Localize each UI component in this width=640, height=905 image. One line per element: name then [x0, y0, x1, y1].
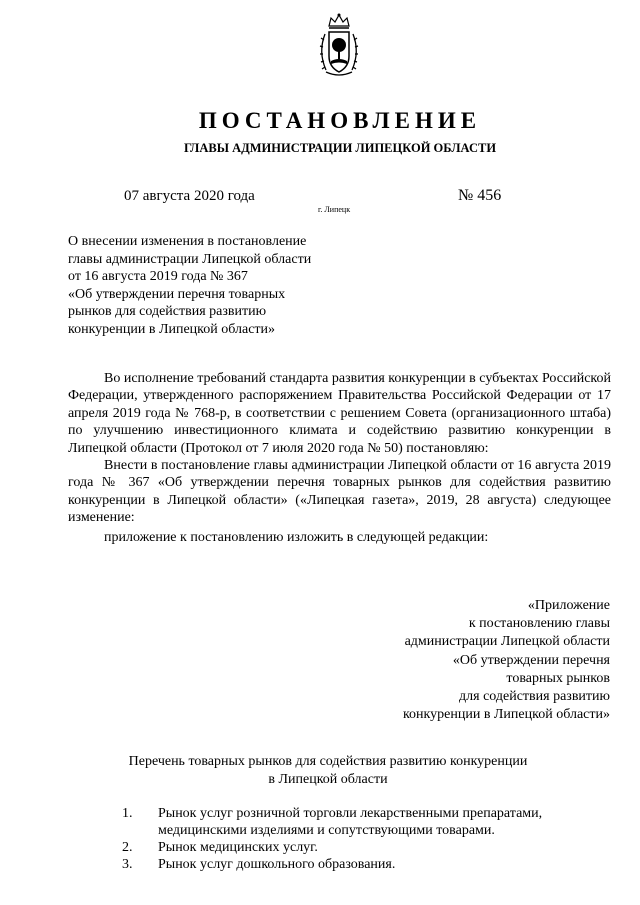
subject-line: О внесении изменения в постановление — [68, 234, 307, 249]
list-title-line: Перечень товарных рынков для содействия развитию конкуренции — [128, 754, 528, 769]
appendix-line: «Приложение — [527, 598, 610, 613]
list-item — [122, 805, 602, 839]
list-item-number: 3. — [122, 857, 133, 872]
document-date: 07 августа 2020 года — [124, 188, 255, 204]
list-item — [122, 839, 602, 856]
body-paragraph: приложение к постановлению изложить в следующей редакции: — [104, 529, 489, 545]
list-item-number: 2. — [122, 840, 133, 855]
subject-line: «Об утверждении перечня товарных — [68, 286, 286, 302]
list-title — [68, 753, 588, 789]
lipetsk-coat-of-arms-icon — [316, 12, 362, 78]
list-item-text: Рынок медицинских услуг. — [158, 840, 318, 855]
market-list — [122, 805, 602, 873]
subject-line: главы администрации Липецкой области — [68, 251, 312, 267]
document-subject — [68, 233, 348, 339]
document-body — [68, 370, 611, 546]
document-number: № 456 — [458, 187, 502, 204]
list-item — [122, 856, 602, 873]
appendix-line: конкуренции в Липецкой области» — [402, 707, 610, 723]
subject-line: конкуренции в Липецкой области» — [68, 321, 276, 337]
body-paragraph: Во исполнение требований стандарта развития конкуренции в субъектах Российской Федерации, утвержденного распоряжением Правительства Российской Федерации от 17 апреля 2019 года № 768-р, в соответствии с решением Совета (организационного штаба) по улучшению инвестиционного климата и содействию развитию конкуренции в Липецкой области (Протокол от 7 июля 2020 года № 50) постановляю: — [68, 371, 611, 456]
list-item-text: Рынок услуг дошкольного образования. — [158, 857, 396, 872]
document-title: ПОСТАНОВЛЕНИЕ — [198, 108, 482, 133]
list-item-text: Рынок услуг розничной торговли лекарственными препаратами, медицинскими изделиями и сопутствующими товарами. — [158, 806, 543, 838]
document-city: г. Липецк — [318, 205, 351, 214]
appendix-line: к постановлению главы — [468, 616, 610, 632]
appendix-line: товарных рынков — [506, 670, 610, 686]
list-item-number: 1. — [122, 806, 133, 821]
list-title-line: в Липецкой области — [268, 772, 388, 787]
document-subtitle: ГЛАВЫ АДМИНИСТРАЦИИ ЛИПЕЦКОЙ ОБЛАСТИ — [183, 141, 497, 155]
body-paragraph: Внести в постановление главы администрации Липецкой области от 16 августа 2019 года № 367 «Об утверждении перечня товарных рынков для содействия развитию конкуренции в Липецкой области» («Липецкая газета», 2019, 28 августа) следующее изменение: — [68, 458, 611, 526]
appendix-line: «Об утверждении перечня — [452, 652, 610, 668]
appendix-line: администрации Липецкой области — [404, 634, 610, 650]
subject-line: рынков для содействия развитию — [68, 304, 267, 320]
subject-line: от 16 августа 2019 года № 367 — [68, 269, 248, 285]
appendix-header — [310, 597, 610, 724]
appendix-line: для содействия развитию — [459, 689, 610, 705]
